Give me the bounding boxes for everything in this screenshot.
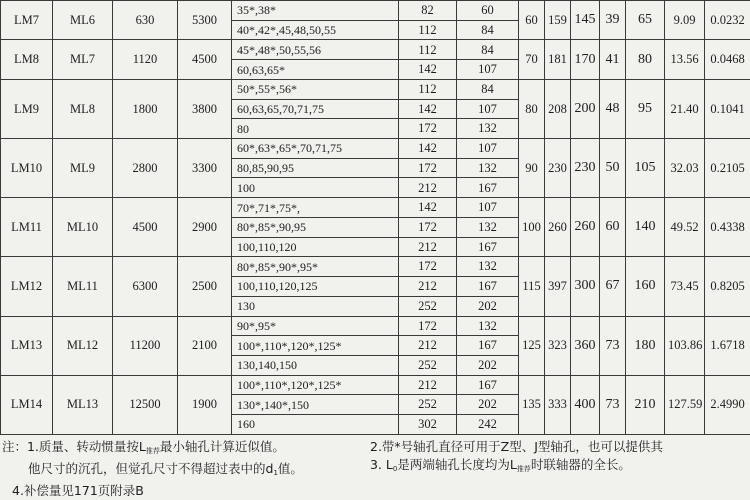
- dim-cell: 135: [519, 375, 545, 434]
- length-cell: 172: [399, 217, 457, 237]
- length-cell: 142: [399, 198, 457, 218]
- model-cell: LM9: [1, 79, 53, 138]
- inertia-cell: 1.6718: [705, 316, 750, 375]
- inertia-cell: 0.1041: [705, 79, 750, 138]
- bore-diameter-cell: 60,63,65*: [232, 60, 399, 80]
- dim-cell: 50: [600, 139, 626, 198]
- model-cell: LM14: [1, 375, 53, 434]
- dim-cell: 80: [519, 79, 545, 138]
- length-cell: 212: [399, 375, 457, 395]
- length-cell: 167: [457, 277, 519, 297]
- model-cell: LM13: [1, 316, 53, 375]
- model-cell: LM10: [1, 139, 53, 198]
- dim-cell: 145: [571, 1, 600, 40]
- bore-diameter-cell: 130*,140*,150: [232, 395, 399, 415]
- inertia-cell: 0.0468: [705, 40, 750, 79]
- note-4: 4.补偿量见171页附录B: [2, 482, 303, 500]
- dim-cell: 48: [600, 79, 626, 138]
- dim-cell: 170: [571, 40, 600, 79]
- dim-cell: 360: [571, 316, 600, 375]
- length-cell: 82: [399, 1, 457, 21]
- inertia-cell: 0.0232: [705, 1, 750, 40]
- length-cell: 107: [457, 99, 519, 119]
- dim-cell: 397: [545, 257, 571, 316]
- length-cell: 142: [399, 60, 457, 80]
- length-cell: 84: [457, 20, 519, 40]
- notes: [0, 436, 750, 496]
- length-cell: 132: [457, 217, 519, 237]
- bore-diameter-cell: 100*,110*,120*,125*: [232, 375, 399, 395]
- length-cell: 172: [399, 119, 457, 139]
- length-cell: 172: [399, 316, 457, 336]
- bore-diameter-cell: 80,85,90,95: [232, 158, 399, 178]
- bore-diameter-cell: 70*,71*,75*,: [232, 198, 399, 218]
- dim-cell: 80: [626, 40, 665, 79]
- dim-cell: 41: [600, 40, 626, 79]
- length-cell: 252: [399, 395, 457, 415]
- bore-diameter-cell: 100,110,120,125: [232, 277, 399, 297]
- bore-diameter-cell: 160: [232, 415, 399, 435]
- torque-cell: 12500: [113, 375, 178, 434]
- length-cell: 202: [457, 355, 519, 375]
- length-cell: 142: [399, 99, 457, 119]
- note-1: 注：1.质量、转动惯量按$L_{推荐}$最小轴孔计算近似值。: [2, 438, 303, 460]
- dim-cell: 260: [545, 198, 571, 257]
- dim-cell: 140: [626, 198, 665, 257]
- dim-cell: 100: [519, 198, 545, 257]
- table-row: [1, 316, 750, 336]
- dim-cell: 159: [545, 1, 571, 40]
- length-cell: 167: [457, 375, 519, 395]
- length-cell: 172: [399, 158, 457, 178]
- mass-cell: 13.56: [665, 40, 705, 79]
- length-cell: 112: [399, 20, 457, 40]
- ml-cell: ML11: [53, 257, 113, 316]
- length-cell: 167: [457, 336, 519, 356]
- bore-diameter-cell: 80*,85*,90*,95*: [232, 257, 399, 277]
- speed-cell: 4500: [178, 40, 232, 79]
- torque-cell: 1800: [113, 79, 178, 138]
- bore-diameter-cell: 100*,110*,120*,125*: [232, 336, 399, 356]
- torque-cell: 6300: [113, 257, 178, 316]
- dim-cell: 230: [545, 139, 571, 198]
- dim-cell: 67: [600, 257, 626, 316]
- dim-cell: 200: [571, 79, 600, 138]
- length-cell: 212: [399, 178, 457, 198]
- length-cell: 112: [399, 79, 457, 99]
- table-row: [1, 375, 750, 395]
- table-row: [1, 139, 750, 159]
- length-cell: 107: [457, 198, 519, 218]
- dim-cell: 39: [600, 1, 626, 40]
- model-cell: LM12: [1, 257, 53, 316]
- bore-diameter-cell: 90*,95*: [232, 316, 399, 336]
- length-cell: 84: [457, 79, 519, 99]
- mass-cell: 21.40: [665, 79, 705, 138]
- bore-diameter-cell: 100,110,120: [232, 237, 399, 257]
- bore-diameter-cell: 80: [232, 119, 399, 139]
- table-row: [1, 40, 750, 60]
- speed-cell: 2500: [178, 257, 232, 316]
- dim-cell: 160: [626, 257, 665, 316]
- dim-cell: 115: [519, 257, 545, 316]
- torque-cell: 2800: [113, 139, 178, 198]
- bore-diameter-cell: 130: [232, 296, 399, 316]
- length-cell: 212: [399, 336, 457, 356]
- ml-cell: ML7: [53, 40, 113, 79]
- length-cell: 132: [457, 119, 519, 139]
- ml-cell: ML12: [53, 316, 113, 375]
- bore-diameter-cell: 60,63,65,70,71,75: [232, 99, 399, 119]
- mass-cell: 9.09: [665, 1, 705, 40]
- ml-cell: ML9: [53, 139, 113, 198]
- spec-table-body: [1, 1, 750, 435]
- speed-cell: 2900: [178, 198, 232, 257]
- length-cell: 252: [399, 355, 457, 375]
- length-cell: 107: [457, 139, 519, 159]
- length-cell: 60: [457, 1, 519, 21]
- dim-cell: 400: [571, 375, 600, 434]
- mass-cell: 49.52: [665, 198, 705, 257]
- length-cell: 172: [399, 257, 457, 277]
- dim-cell: 323: [545, 316, 571, 375]
- dim-cell: 70: [519, 40, 545, 79]
- bore-diameter-cell: 60*,63*,65*,70,71,75: [232, 139, 399, 159]
- length-cell: 212: [399, 237, 457, 257]
- mass-cell: 32.03: [665, 139, 705, 198]
- mass-cell: 103.86: [665, 316, 705, 375]
- note-1-continued: 他尺寸的沉孔，但觉孔尺寸不得超过表中的$d_1$值。: [2, 460, 303, 482]
- inertia-cell: 0.4338: [705, 198, 750, 257]
- table-row: [1, 1, 750, 21]
- length-cell: 302: [399, 415, 457, 435]
- length-cell: 202: [457, 296, 519, 316]
- speed-cell: 2100: [178, 316, 232, 375]
- dim-cell: 208: [545, 79, 571, 138]
- dim-cell: 125: [519, 316, 545, 375]
- bore-diameter-cell: 45*,48*,50,55,56: [232, 40, 399, 60]
- dim-cell: 60: [519, 1, 545, 40]
- bore-diameter-cell: 80*,85*,90,95: [232, 217, 399, 237]
- dim-cell: 181: [545, 40, 571, 79]
- ml-cell: ML6: [53, 1, 113, 40]
- torque-cell: 630: [113, 1, 178, 40]
- torque-cell: 1120: [113, 40, 178, 79]
- model-cell: LM7: [1, 1, 53, 40]
- model-cell: LM11: [1, 198, 53, 257]
- note-2: 2.带*号轴孔直径可用于Z型、J型轴孔，也可以提供其: [370, 438, 663, 456]
- bore-diameter-cell: 50*,55*,56*: [232, 79, 399, 99]
- inertia-cell: 2.4990: [705, 375, 750, 434]
- length-cell: 212: [399, 277, 457, 297]
- note-3: 3. $L_0$是两端轴孔长度均为$L_{推荐}$时联轴器的全长。: [370, 456, 663, 478]
- ml-cell: ML13: [53, 375, 113, 434]
- length-cell: 132: [457, 158, 519, 178]
- length-cell: 142: [399, 139, 457, 159]
- table-row: [1, 257, 750, 277]
- dim-cell: 260: [571, 198, 600, 257]
- notes-left: [2, 438, 303, 500]
- mass-cell: 73.45: [665, 257, 705, 316]
- length-cell: 132: [457, 257, 519, 277]
- length-cell: 84: [457, 40, 519, 60]
- bore-diameter-cell: 40*,42*,45,48,50,55: [232, 20, 399, 40]
- length-cell: 202: [457, 395, 519, 415]
- dim-cell: 333: [545, 375, 571, 434]
- table-row: [1, 198, 750, 218]
- ml-cell: ML8: [53, 79, 113, 138]
- dim-cell: 65: [626, 1, 665, 40]
- inertia-cell: 0.8205: [705, 257, 750, 316]
- dim-cell: 180: [626, 316, 665, 375]
- length-cell: 252: [399, 296, 457, 316]
- dim-cell: 230: [571, 139, 600, 198]
- inertia-cell: 0.2105: [705, 139, 750, 198]
- dim-cell: 300: [571, 257, 600, 316]
- ml-cell: ML10: [53, 198, 113, 257]
- bore-diameter-cell: 35*,38*: [232, 1, 399, 21]
- dim-cell: 210: [626, 375, 665, 434]
- dim-cell: 60: [600, 198, 626, 257]
- dim-cell: 73: [600, 316, 626, 375]
- dim-cell: 95: [626, 79, 665, 138]
- speed-cell: 3300: [178, 139, 232, 198]
- length-cell: 242: [457, 415, 519, 435]
- length-cell: 167: [457, 237, 519, 257]
- bore-diameter-cell: 100: [232, 178, 399, 198]
- dim-cell: 105: [626, 139, 665, 198]
- notes-right: [370, 438, 663, 478]
- speed-cell: 3800: [178, 79, 232, 138]
- model-cell: LM8: [1, 40, 53, 79]
- dim-cell: 90: [519, 139, 545, 198]
- torque-cell: 11200: [113, 316, 178, 375]
- length-cell: 132: [457, 316, 519, 336]
- dim-cell: 73: [600, 375, 626, 434]
- length-cell: 112: [399, 40, 457, 60]
- speed-cell: 1900: [178, 375, 232, 434]
- bore-diameter-cell: 130,140,150: [232, 355, 399, 375]
- length-cell: 107: [457, 60, 519, 80]
- table-row: [1, 79, 750, 99]
- speed-cell: 5300: [178, 1, 232, 40]
- mass-cell: 127.59: [665, 375, 705, 434]
- torque-cell: 4500: [113, 198, 178, 257]
- length-cell: 167: [457, 178, 519, 198]
